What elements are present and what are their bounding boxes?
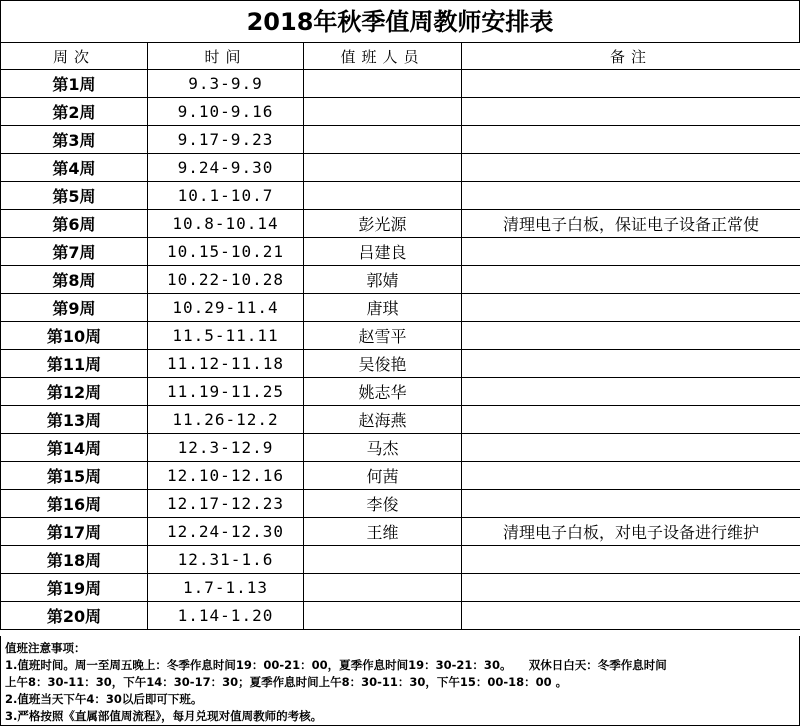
header-staff: 值班人员 [304,43,462,70]
table-row [1,406,800,434]
week-cell: 第13周 [1,406,148,434]
note-cell: 清理电子白板，保证电子设备正常使 [462,210,800,238]
staff-cell: 唐琪 [304,294,462,322]
week-cell: 第15周 [1,462,148,490]
time-cell: 11.12-11.18 [148,350,304,378]
table-row [1,210,800,238]
time-cell: 9.10-9.16 [148,98,304,126]
staff-cell [304,546,462,574]
table-row [1,490,800,518]
table-row [1,70,800,98]
week-cell: 第3周 [1,126,148,154]
header-week: 周次 [1,43,148,70]
week-cell: 第4周 [1,154,148,182]
week-cell: 第17周 [1,518,148,546]
staff-cell: 王维 [304,518,462,546]
table-row [1,294,800,322]
header-row [1,43,800,70]
staff-cell [304,98,462,126]
note-cell [462,238,800,266]
time-cell: 9.24-9.30 [148,154,304,182]
notes-line-3: 2.值班当天下午4：30以后即可下班。 [5,692,203,706]
staff-cell [304,154,462,182]
time-cell: 9.17-9.23 [148,126,304,154]
week-cell: 第8周 [1,266,148,294]
note-cell: 清理电子白板，对电子设备进行维护 [462,518,800,546]
table-row [1,154,800,182]
note-cell [462,294,800,322]
note-cell [462,182,800,210]
table-row [1,574,800,602]
table-row [1,546,800,574]
note-cell [462,406,800,434]
sheet-title: 2018年秋季值周教师安排表 [0,0,800,42]
note-cell [462,546,800,574]
week-cell: 第11周 [1,350,148,378]
staff-cell: 何茜 [304,462,462,490]
week-cell: 第9周 [1,294,148,322]
note-cell [462,434,800,462]
note-cell [462,98,800,126]
note-cell [462,70,800,98]
week-cell: 第6周 [1,210,148,238]
table-row [1,266,800,294]
note-cell [462,462,800,490]
week-cell: 第12周 [1,378,148,406]
time-cell: 12.24-12.30 [148,518,304,546]
time-cell: 10.29-11.4 [148,294,304,322]
time-cell: 1.7-1.13 [148,574,304,602]
header-time: 时间 [148,43,304,70]
staff-cell: 李俊 [304,490,462,518]
staff-cell: 吴俊艳 [304,350,462,378]
time-cell: 9.3-9.9 [148,70,304,98]
table-row [1,378,800,406]
week-cell: 第18周 [1,546,148,574]
week-cell: 第10周 [1,322,148,350]
table-row [1,518,800,546]
staff-cell [304,70,462,98]
note-cell [462,350,800,378]
time-cell: 11.19-11.25 [148,378,304,406]
header-note: 备注 [462,43,800,70]
table-row [1,238,800,266]
staff-cell: 彭光源 [304,210,462,238]
time-cell: 10.8-10.14 [148,210,304,238]
week-cell: 第19周 [1,574,148,602]
staff-cell [304,574,462,602]
table-row [1,322,800,350]
note-cell [462,126,800,154]
week-cell: 第1周 [1,70,148,98]
staff-cell [304,602,462,630]
time-cell: 11.5-11.11 [148,322,304,350]
week-cell: 第14周 [1,434,148,462]
week-cell: 第2周 [1,98,148,126]
staff-cell: 吕建良 [304,238,462,266]
time-cell: 10.15-10.21 [148,238,304,266]
note-cell [462,602,800,630]
time-cell: 10.22-10.28 [148,266,304,294]
table-row [1,350,800,378]
table-row [1,602,800,630]
note-cell [462,378,800,406]
notes-heading: 值班注意事项： [5,641,86,655]
staff-cell: 赵海燕 [304,406,462,434]
staff-cell [304,182,462,210]
schedule-body [1,70,800,630]
note-cell [462,154,800,182]
time-cell: 12.3-12.9 [148,434,304,462]
time-cell: 1.14-1.20 [148,602,304,630]
time-cell: 12.31-1.6 [148,546,304,574]
staff-cell [304,126,462,154]
staff-cell: 赵雪平 [304,322,462,350]
week-cell: 第20周 [1,602,148,630]
note-cell [462,266,800,294]
staff-cell: 马杰 [304,434,462,462]
table-row [1,98,800,126]
week-cell: 第16周 [1,490,148,518]
staff-cell: 姚志华 [304,378,462,406]
note-cell [462,574,800,602]
time-cell: 12.10-12.16 [148,462,304,490]
time-cell: 11.26-12.2 [148,406,304,434]
week-cell: 第7周 [1,238,148,266]
notes-line-2: 上午8：30-11：30，下午14：30-17：30；夏季作息时间上午8：30-11：30，下午15：00-18：00 。 [5,675,568,689]
note-cell [462,322,800,350]
table-row [1,434,800,462]
table-row [1,126,800,154]
table-row [1,182,800,210]
note-cell [462,490,800,518]
time-cell: 10.1-10.7 [148,182,304,210]
schedule-table [0,42,800,630]
notes-line-4: 3.严格按照《直属部值周流程》，每月兑现对值周教师的考核。 [5,709,323,723]
staff-cell: 郭婧 [304,266,462,294]
time-cell: 12.17-12.23 [148,490,304,518]
week-cell: 第5周 [1,182,148,210]
duty-notes [0,636,800,726]
table-row [1,462,800,490]
notes-line-1: 1.值班时间。周一至周五晚上：冬季作息时间19：00-21：00，夏季作息时间19：30-21：30。 双休日白天：冬季作息时间 [5,658,667,672]
